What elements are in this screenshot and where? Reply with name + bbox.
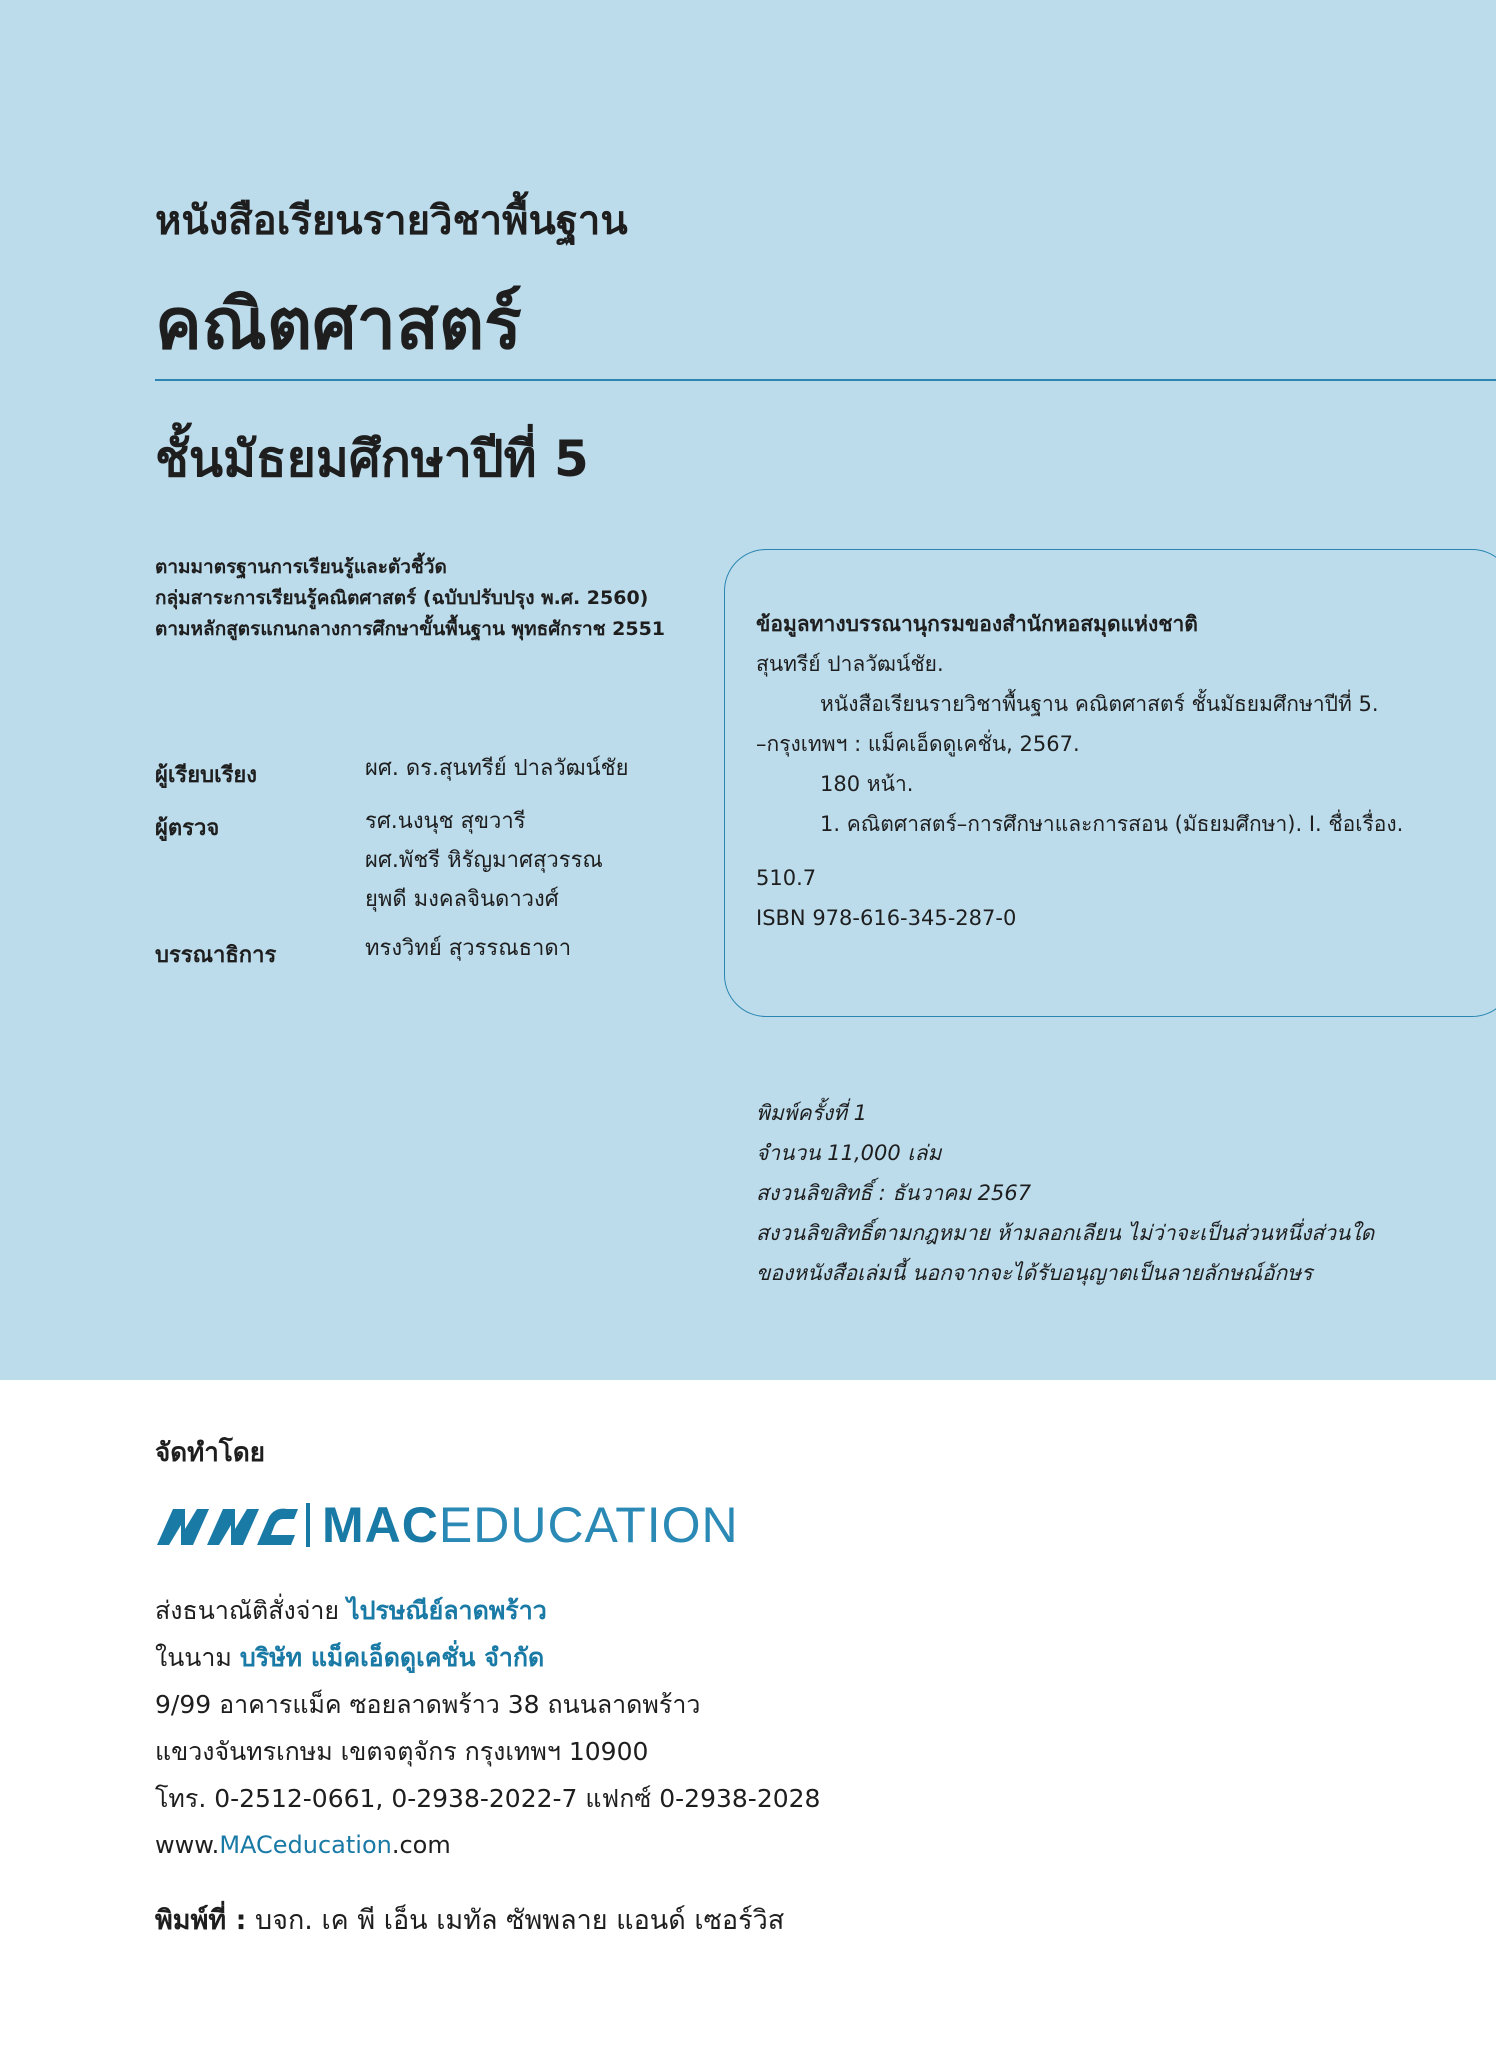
standards-line: ตามหลักสูตรแกนกลางการศึกษาขั้นพื้นฐาน พุทธศักราช 2551	[155, 618, 666, 640]
copyright-date: สงวนลิขสิทธิ์ : ธันวาคม 2567	[756, 1181, 1032, 1205]
title-divider	[155, 379, 1496, 381]
credit-row-reviewers	[155, 810, 629, 919]
cip-publisher: –กรุงเทพฯ : แม็คเอ็ดดูเคชั่น, 2567.	[756, 732, 1080, 756]
payee-prefix: ในนาม	[155, 1643, 232, 1672]
curriculum-standards	[155, 552, 665, 645]
web-suffix: .com	[391, 1831, 451, 1859]
cip-classification: 510.7	[756, 866, 817, 890]
logo-divider	[306, 1503, 310, 1547]
logo-wordmark-strong: MAC	[322, 1497, 439, 1553]
cip-spacer	[756, 844, 1403, 858]
phone-line: โทร. 0-2512-0661, 0-2938-2022-7 แฟกซ์ 0-2938-2028	[155, 1784, 821, 1813]
print-info	[756, 1093, 1374, 1293]
printer-name: บจก. เค พี เอ็น เมทัล ซัพพลาย แอนด์ เซอร์วิส	[254, 1905, 785, 1936]
payee-line	[155, 1634, 820, 1681]
logo-wordmark-light: EDUCATION	[438, 1497, 739, 1553]
web-domain: MACeducation	[219, 1831, 392, 1859]
grade-level: ชั้นมัธยมศึกษาปีที่ 5	[155, 430, 589, 488]
cip-title: หนังสือเรียนรายวิชาพื้นฐาน คณิตศาสตร์ ชั้นมัธยมศึกษาปีที่ 5.	[820, 692, 1379, 716]
payee-name: บริษัท แม็คเอ็ดดูเคชั่น จำกัด	[239, 1643, 545, 1672]
mac-logo-mark-icon	[155, 1501, 300, 1549]
copyright-notice: ของหนังสือเล่มนี้ นอกจากจะได้รับอนุญาตเป็นลายลักษณ์อักษร	[756, 1261, 1313, 1285]
website-link[interactable]	[155, 1822, 820, 1869]
credit-label: ผู้ตรวจ	[155, 816, 220, 841]
made-by-label: จัดทำโดย	[155, 1438, 265, 1468]
credits-block	[155, 757, 629, 990]
printer-label: พิมพ์ที่ :	[155, 1905, 247, 1936]
print-edition: พิมพ์ครั้งที่ 1	[756, 1101, 867, 1125]
money-order-line	[155, 1587, 820, 1634]
cip-subject: 1. คณิตศาสตร์–การศึกษาและการสอน (มัธยมศึกษา). I. ชื่อเรื่อง.	[820, 812, 1404, 836]
standards-line: ตามมาตรฐานการเรียนรู้และตัวชี้วัด	[155, 556, 447, 578]
credit-name: ทรงวิทย์ สุวรรณธาดา	[365, 936, 572, 961]
book-title: คณิตศาสตร์	[155, 283, 522, 365]
cip-author: สุนทรีย์ ปาลวัฒน์ชัย.	[756, 652, 944, 676]
address-line: 9/99 อาคารแม็ค ซอยลาดพร้าว 38 ถนนลาดพร้าว	[155, 1690, 701, 1719]
copyright-notice: สงวนลิขสิทธิ์ตามกฎหมาย ห้ามลอกเลียน ไม่ว่าจะเป็นส่วนหนึ่งส่วนใด	[756, 1221, 1375, 1245]
credit-name: ยุพดี มงคลจินดาวงศ์	[365, 887, 559, 912]
credit-label: ผู้เรียบเรียง	[155, 763, 258, 788]
credit-row-editor	[155, 937, 629, 972]
credit-name: ผศ. ดร.สุนทรีย์ ปาลวัฒน์ชัย	[365, 756, 629, 781]
credit-names	[365, 757, 629, 792]
publisher-address	[155, 1587, 820, 1869]
credit-row-author	[155, 757, 629, 792]
book-subtitle: หนังสือเรียนรายวิชาพื้นฐาน	[155, 198, 628, 244]
credit-name: ผศ.พัชรี หิรัญมาศสุวรรณ	[365, 848, 603, 873]
cip-record	[756, 604, 1403, 938]
web-prefix: www.	[155, 1831, 220, 1859]
cip-heading: ข้อมูลทางบรรณานุกรมของสำนักหอสมุดแห่งชาติ	[756, 612, 1198, 636]
publisher-logo	[155, 1497, 739, 1553]
credit-name: รศ.นงนุช สุขวารี	[365, 809, 526, 834]
cip-isbn: ISBN 978-616-345-287-0	[756, 906, 1017, 930]
cip-pages: 180 หน้า.	[820, 772, 914, 796]
money-order-office: ไปรษณีย์ลาดพร้าว	[347, 1596, 547, 1625]
printer-info	[155, 1898, 784, 1941]
money-order-prefix: ส่งธนาณัติสั่งจ่าย	[155, 1596, 340, 1625]
print-quantity: จำนวน 11,000 เล่ม	[756, 1141, 942, 1165]
credit-label: บรรณาธิการ	[155, 943, 277, 968]
address-line: แขวงจันทรเกษม เขตจตุจักร กรุงเทพฯ 10900	[155, 1737, 649, 1766]
credit-names	[365, 810, 603, 919]
credit-names	[365, 937, 571, 972]
standards-line: กลุ่มสาระการเรียนรู้คณิตศาสตร์ (ฉบับปรับปรุง พ.ศ. 2560)	[155, 587, 649, 609]
logo-wordmark	[322, 1496, 739, 1554]
